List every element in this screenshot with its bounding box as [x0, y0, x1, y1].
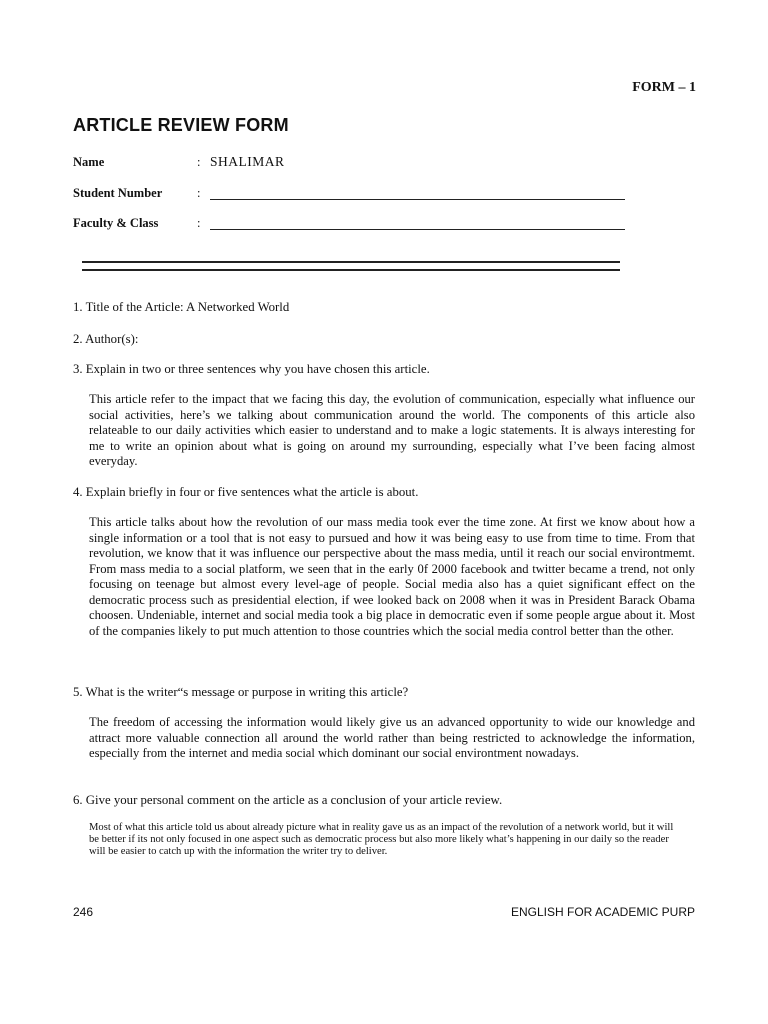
- name-colon: :: [197, 155, 201, 169]
- question-6: 6. Give your personal comment on the article as a conclusion of your article review.: [73, 793, 503, 807]
- question-5: 5. What is the writer“s message or purpose in writing this article?: [73, 685, 409, 699]
- faculty-class-field-row: [73, 216, 633, 236]
- answer-4: This article talks about how the revolution of our mass media took ever the time zone. At first we know about how a single information or a tool that is not easy to pursued and how it was being easy to use from time to time. From that revolution, we know that it was influence our perspective about the mass media, until it reach our social environtmemt. From mass media to a social platform, we seen that in the early 0f 2000 facebook and twitter became a trend, not only focusing on teenage but almost every level-age of people. Social media also has a quiet significant effect on the democratic process such as presidential election, if wee looked back on 2008 when it was in President Barack Obama choosen. Undeniable, internet and social media took a big place in democratic even if some people argue about it. Most of the companies likely to put much attention to those countries which the social media control better than the other.: [89, 515, 695, 638]
- faculty-class-blank-line: [210, 229, 625, 230]
- form-number-label: FORM – 1: [632, 80, 696, 95]
- question-1: 1. Title of the Article: A Networked World: [73, 300, 290, 314]
- student-number-field-row: [73, 186, 633, 206]
- student-number-blank-line: [210, 199, 625, 200]
- question-4: 4. Explain briefly in four or five sentences what the article is about.: [73, 485, 419, 499]
- student-number-label: Student Number: [73, 186, 163, 200]
- page-number: 246: [73, 905, 94, 919]
- answer-5: The freedom of accessing the information would likely give us an advanced opportunity to wide our knowledge and attract more valuable connection all around the world rather than being restricted to acknowledge the information, especially from the internet and media social which dominant our social environtment nowadays.: [89, 715, 695, 760]
- running-footer-title: ENGLISH FOR ACADEMIC PURP: [510, 905, 695, 919]
- answer-3: This article refer to the impact that we facing this day, the evolution of communication, especially what influence our social activities, here’s we talking about communication around the world. The components of this article also relateable to our daily activities which easier to understand and to make a logic statements. It is always interesting for me to write an opinion about what is going on around my surrounding, especially what I’ve been facing almost everyday.: [89, 392, 695, 468]
- name-label: Name: [73, 155, 105, 169]
- student-number-colon: :: [197, 186, 201, 200]
- name-value: SHALIMAR: [210, 154, 285, 169]
- faculty-class-label: Faculty & Class: [73, 216, 159, 230]
- question-3: 3. Explain in two or three sentences why you have chosen this article.: [73, 362, 430, 376]
- document-title: ARTICLE REVIEW FORM: [73, 115, 289, 135]
- answer-6: Most of what this article told us about already picture what in reality gave us as an impact of the revolution of a network world, but it will be better if its not only focused in one aspect such as democratic process but also more likely what’s happening in our daily so the reader will be easier to catch up with the information the writer try to deliver.: [89, 822, 674, 857]
- question-2: 2. Author(s):: [73, 332, 139, 346]
- double-rule-divider: [82, 261, 620, 271]
- faculty-class-colon: :: [197, 216, 201, 230]
- name-field-row: [73, 155, 633, 175]
